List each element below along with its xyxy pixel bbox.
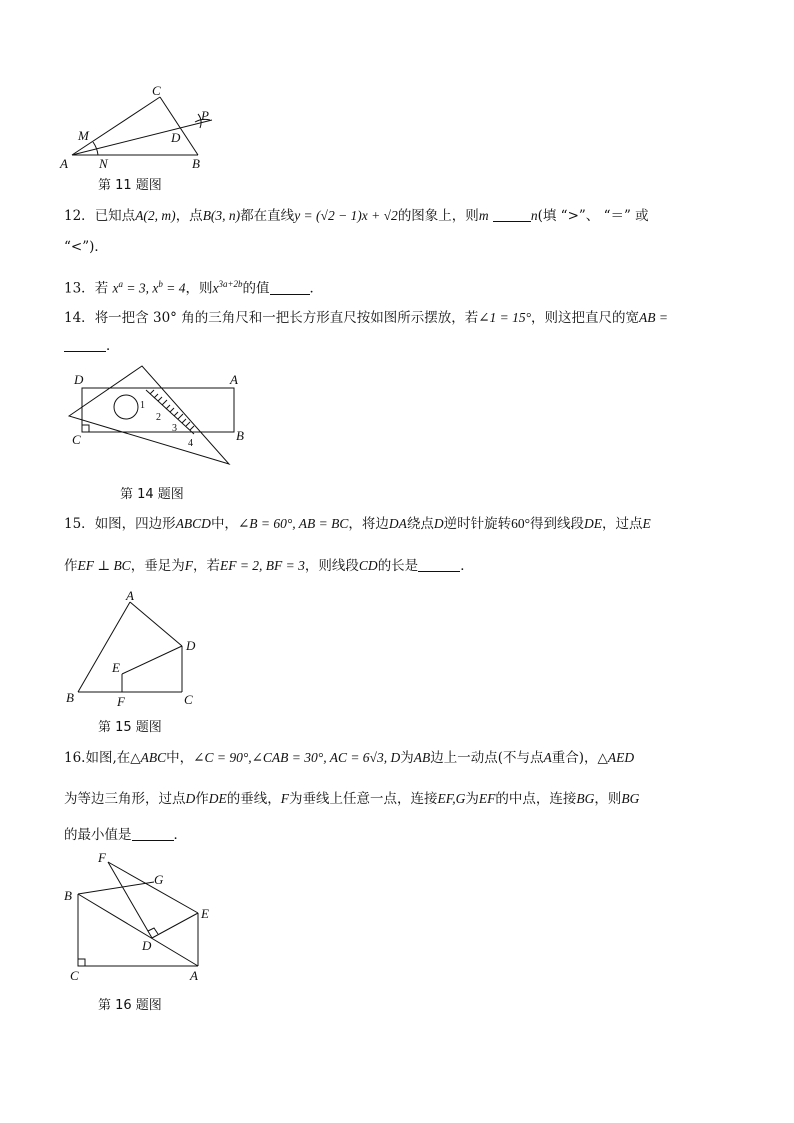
label-d: D <box>74 372 84 387</box>
segment-ad <box>130 602 182 646</box>
q15-text: ，若 <box>192 558 220 574</box>
figure-16-svg <box>62 850 222 984</box>
q12-text: 都在直线 <box>240 208 295 224</box>
q15-deg: 60° <box>511 516 531 531</box>
q13-text: ． <box>309 280 324 297</box>
q16-a: A <box>543 750 552 765</box>
q14-number: 14． <box>64 310 95 326</box>
q15-number: 15． <box>64 516 95 532</box>
set-square <box>69 366 229 464</box>
q13-sup-b: b <box>158 279 163 289</box>
label-c: C <box>72 432 81 447</box>
q15-de: DE <box>584 516 603 531</box>
q16-answer-blank[interactable] <box>132 826 174 841</box>
q16-number: 16. <box>64 750 86 766</box>
q15-text: ，将边 <box>348 516 389 532</box>
label-f: F <box>117 694 125 709</box>
figure-16 <box>62 850 222 984</box>
q12-line2 <box>64 237 108 257</box>
q14-text: ． <box>106 338 120 354</box>
q15-text: ，则线段 <box>304 558 359 574</box>
q16-text: 的中点，连接 <box>495 791 577 807</box>
q16-line1 <box>64 748 634 768</box>
q15-text: 中， <box>210 516 238 532</box>
q16-text: 作 <box>195 791 209 807</box>
q16-text: 为垂线上任意一点，连接 <box>289 791 438 807</box>
q13-sup-a: a <box>118 279 123 289</box>
q12-line1 <box>64 206 649 226</box>
label-angle-1: 1 <box>140 400 145 411</box>
figure-15-caption: 第 15 题图 <box>98 720 162 735</box>
q15-answer-blank[interactable] <box>418 557 460 572</box>
label-b: B <box>236 428 244 443</box>
right-angle-c <box>78 959 85 966</box>
figure-11-svg <box>60 82 230 174</box>
q14-text: 将一把含 30° 角的三角尺和一把长方形直尺按如图所示摆放，若 <box>94 310 479 326</box>
q15-text: 得到线段 <box>530 516 585 532</box>
q14-text: ，则这把直尺的宽 <box>531 310 640 326</box>
q15-text: 如图，四边形 <box>94 516 176 532</box>
q14-line2 <box>64 336 120 356</box>
q14-angle: ∠1 = 15° <box>478 310 532 325</box>
figure-15 <box>62 588 212 712</box>
q16-f: F <box>280 791 289 806</box>
q15-f: F <box>184 558 193 573</box>
q12-text: 的图象上，则 <box>397 208 479 224</box>
q15-d: D <box>433 516 444 531</box>
q15-text: ，过点 <box>602 516 643 532</box>
q13-cond: = 4 <box>162 280 186 296</box>
label-p: P <box>201 108 209 123</box>
q15-text: 逆时针旋转 <box>443 516 512 532</box>
q14-line1 <box>64 308 668 328</box>
q13-cond: x <box>112 280 119 296</box>
q13-line <box>64 274 323 299</box>
segment-ed <box>122 646 182 674</box>
q16-text: 边上一动点(不与点 <box>430 750 544 766</box>
q16-text: 的垂线， <box>226 791 281 807</box>
q14-answer-blank[interactable] <box>64 337 106 352</box>
label-c: C <box>184 692 193 707</box>
right-angle-mark <box>82 425 89 432</box>
figure-11-caption: 第 11 题图 <box>98 178 162 193</box>
q16-triangle: △ABC <box>130 750 167 765</box>
label-b: B <box>192 156 200 171</box>
q15-text: 绕点 <box>406 516 434 532</box>
label-a: A <box>190 968 198 983</box>
label-a: A <box>60 156 68 171</box>
q15-text: ，垂足为 <box>130 558 185 574</box>
q16-text: 为 <box>400 750 414 766</box>
q12-equation: y = (√2 − 1)x + √2 <box>294 208 398 223</box>
q12-text: 已知点 <box>94 208 136 224</box>
segment-ba <box>78 894 198 966</box>
label-m: M <box>78 128 89 143</box>
q16-text: 如图,在 <box>85 750 131 766</box>
q13-text: 的值 <box>242 280 270 297</box>
q16-ab: AB <box>413 750 431 765</box>
q13-exponent: 3a+2b <box>218 279 243 289</box>
segment-bg <box>78 882 154 894</box>
segment-ed <box>152 913 198 938</box>
q13-text: ，则 <box>185 280 213 297</box>
figure-14 <box>64 364 254 470</box>
q16-d: D <box>185 791 196 806</box>
q12-text: “<”)． <box>64 239 108 255</box>
q15-cond2: EF = 2, BF = 3 <box>219 558 305 573</box>
figure-14-caption: 第 14 题图 <box>120 487 184 502</box>
q15-text: 的长是 <box>377 558 419 574</box>
q15-abcd: ABCD <box>175 516 211 531</box>
q14-ab: AB = <box>639 310 669 325</box>
q16-line2 <box>64 789 639 809</box>
label-c: C <box>70 968 79 983</box>
q15-perp: EF ⊥ BC <box>77 558 131 573</box>
q15-da: DA <box>388 516 407 531</box>
label-f: F <box>98 850 106 865</box>
q13-x: x <box>212 280 219 296</box>
label-d: D <box>142 938 152 953</box>
q13-number: 13． <box>64 280 95 297</box>
label-d: D <box>171 130 181 145</box>
q15-line2 <box>64 556 474 576</box>
figure-11 <box>60 82 230 174</box>
q15-line1 <box>64 514 651 534</box>
label-angle-2: 2 <box>156 412 161 423</box>
q16-text: ． <box>173 827 187 843</box>
q16-text: ，则 <box>594 791 622 807</box>
segment-cb <box>160 97 198 155</box>
q12-text: ，点 <box>175 208 203 224</box>
q16-text: 重合)， <box>551 750 598 766</box>
q13-text: 若 <box>94 280 109 297</box>
q15-text: ． <box>460 558 474 574</box>
q16-efg: EF,G <box>437 791 466 806</box>
q12-answer-blank[interactable] <box>493 207 531 222</box>
q12-text: (填 “>”、 “＝” 或 <box>537 208 649 224</box>
q16-de: DE <box>208 791 227 806</box>
label-c: C <box>152 83 161 98</box>
q12-point-a: A(2, m) <box>135 208 176 223</box>
label-n: N <box>99 156 108 171</box>
label-e: E <box>112 660 120 675</box>
q16-bg2: BG <box>621 791 640 806</box>
figure-14-svg <box>64 364 254 470</box>
q13-cond: = 3, x <box>122 280 159 296</box>
figure-15-svg <box>62 588 212 712</box>
label-angle-4: 4 <box>188 438 193 449</box>
label-d: D <box>186 638 196 653</box>
q15-e: E <box>642 516 651 531</box>
label-g: G <box>154 872 164 887</box>
set-square-hole <box>114 395 138 419</box>
q15-cd: CD <box>358 558 378 573</box>
q16-ef: EF <box>478 791 496 806</box>
label-e: E <box>201 906 209 921</box>
q12-point-b: B(3, n) <box>202 208 241 223</box>
figure-16-caption: 第 16 题图 <box>98 998 162 1013</box>
segment-ac <box>72 97 160 155</box>
q16-bg: BG <box>576 791 595 806</box>
label-a: A <box>126 588 134 603</box>
label-a: A <box>230 372 238 387</box>
q12-var-n: n <box>530 208 538 223</box>
label-angle-3: 3 <box>172 423 177 434</box>
segment-fd <box>108 862 152 938</box>
label-b: B <box>66 690 74 705</box>
label-b: B <box>64 888 72 903</box>
q12-number: 12． <box>64 208 95 224</box>
q16-text: 为等边三角形，过点 <box>64 791 186 807</box>
q16-aed: △AED <box>597 750 635 765</box>
ray-ap <box>72 120 212 155</box>
q15-cond1: ∠B = 60°, AB = BC <box>237 516 349 531</box>
q16-text: 为 <box>465 791 479 807</box>
q16-cond: ∠C = 90°,∠CAB = 30°, AC = 6√3, D <box>193 750 401 765</box>
q12-var-m: m <box>478 208 489 223</box>
q16-text: 的最小值是 <box>64 827 132 843</box>
q16-text: 中， <box>166 750 194 766</box>
q16-line3 <box>64 825 187 845</box>
q13-answer-blank[interactable] <box>270 280 310 295</box>
q15-text: 作 <box>64 558 78 574</box>
